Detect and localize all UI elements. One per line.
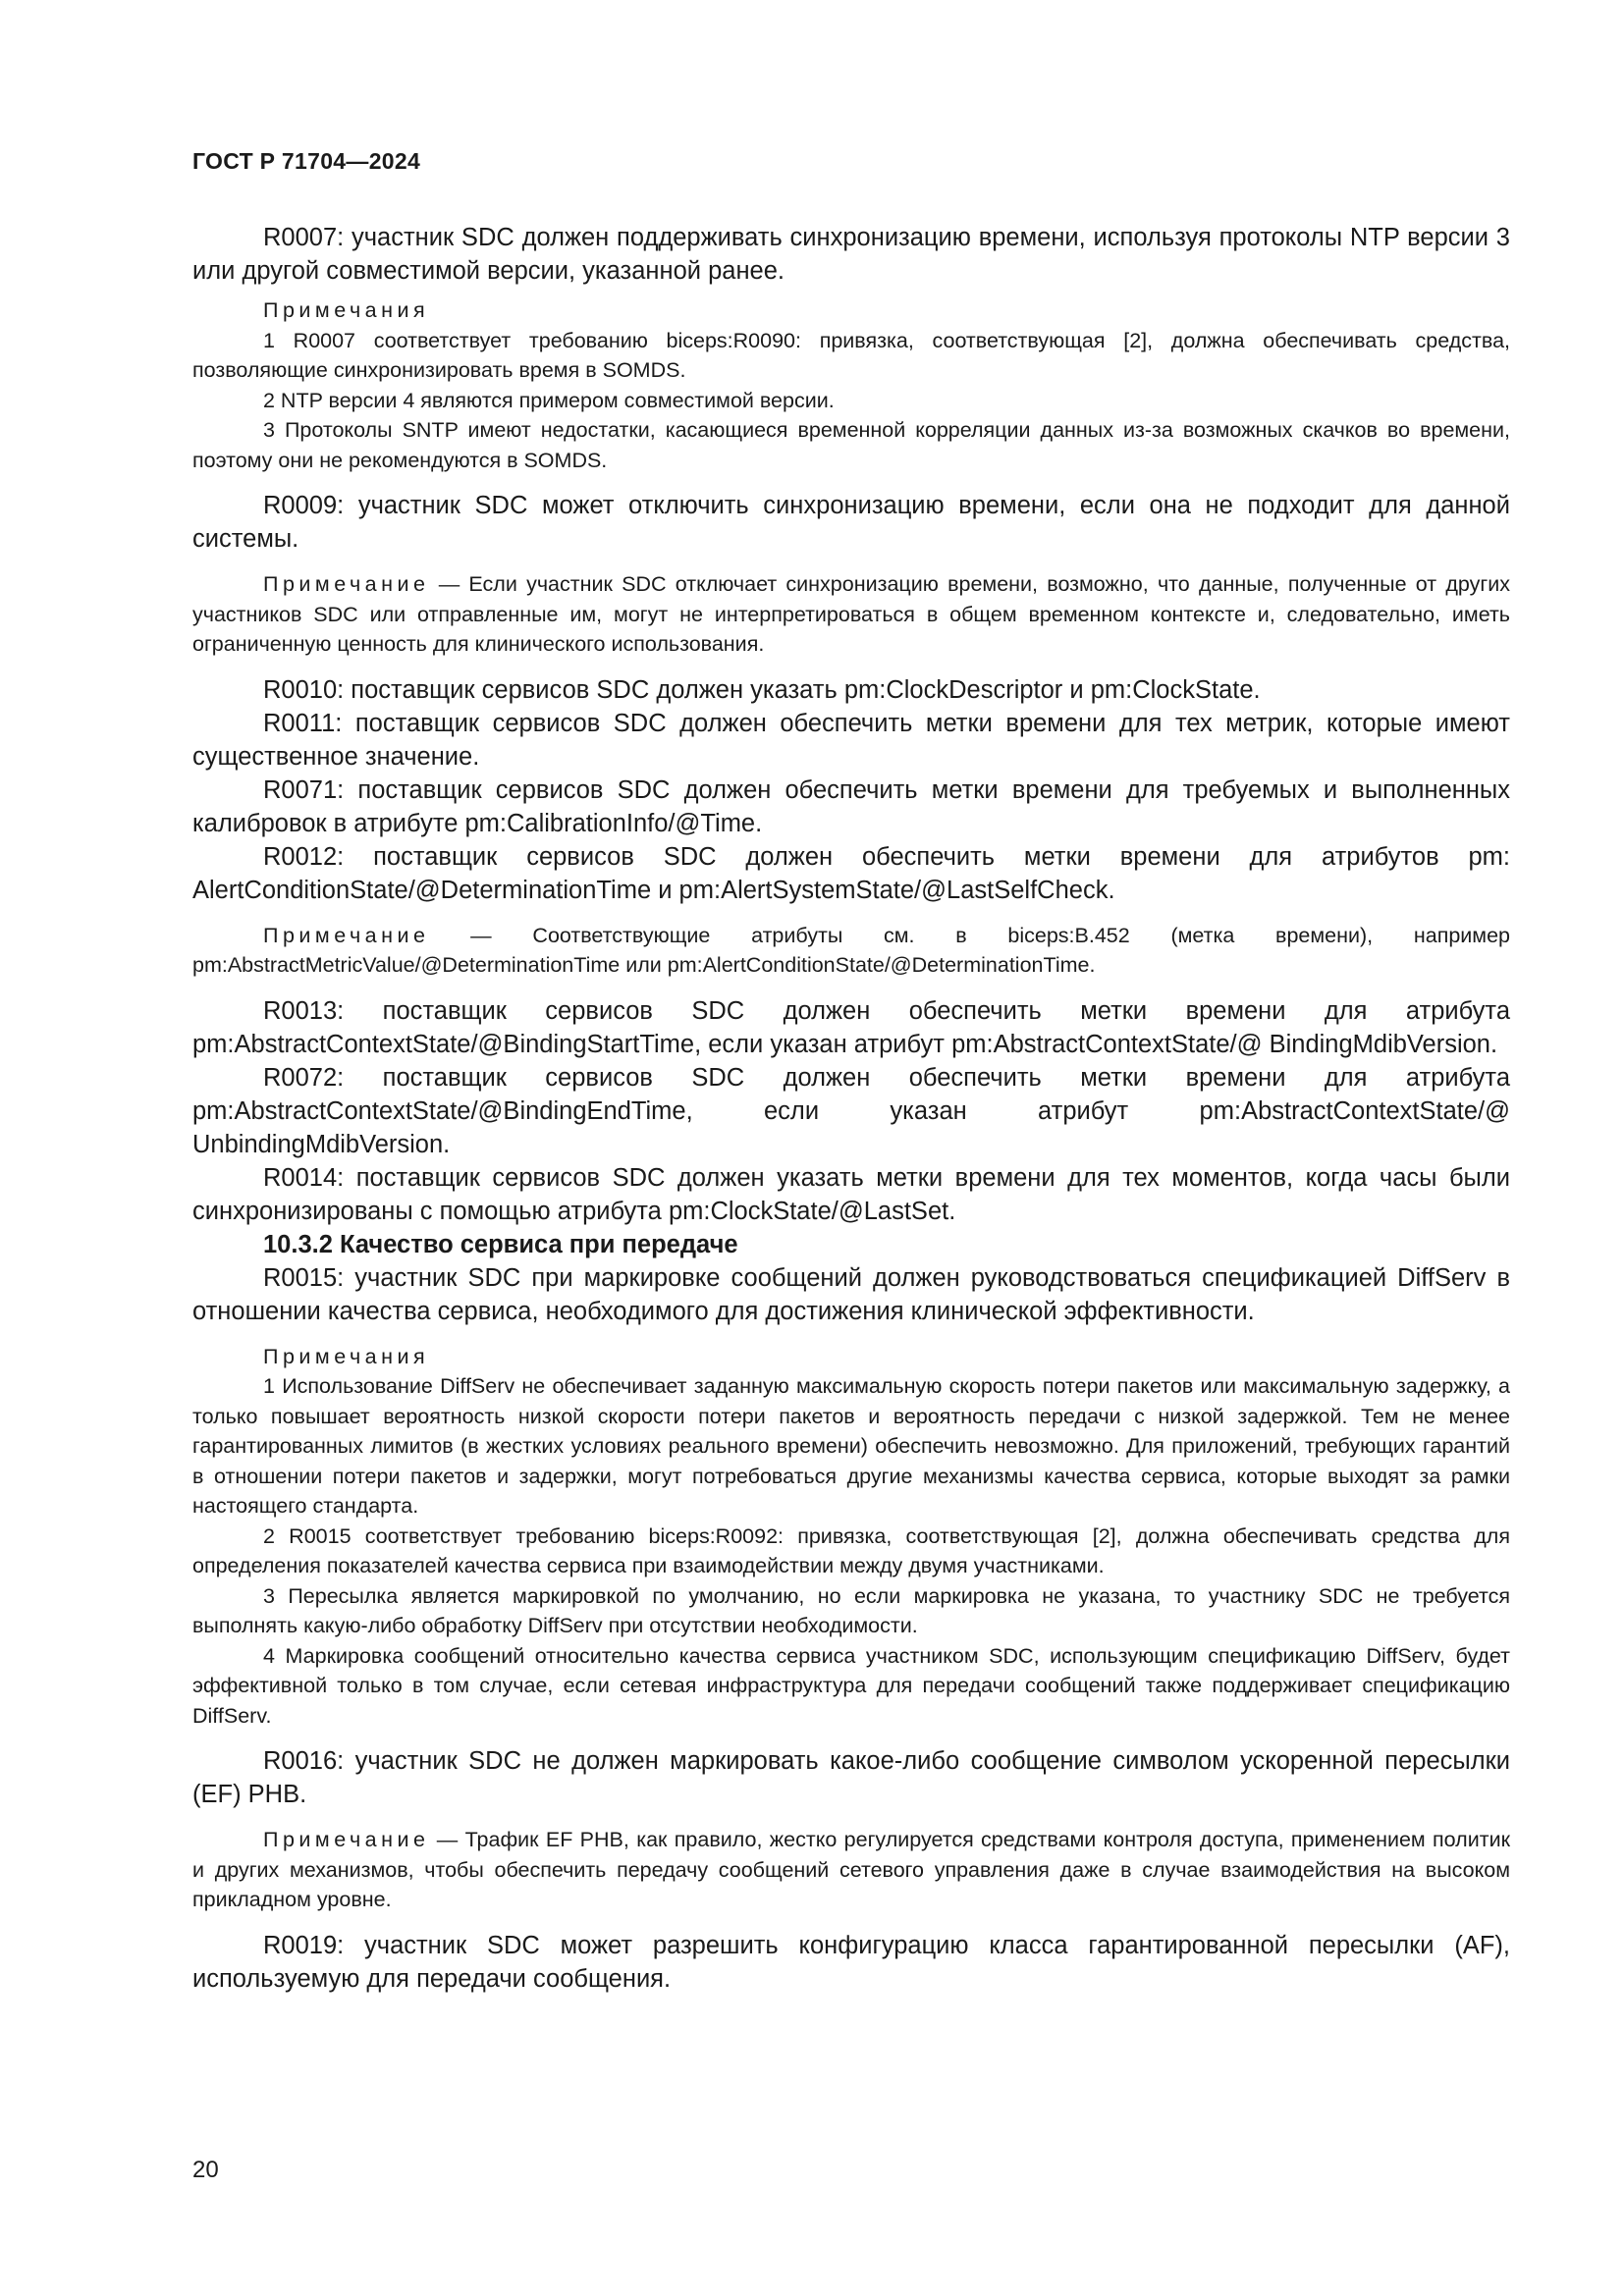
- note-block: [192, 569, 1510, 660]
- requirement-r0071: R0071: поставщик сервисов SDC должен обеспечить метки времени для требуемых и выполненных калибровок в атрибуте pm:CalibrationInfo/@Time.: [192, 775, 1510, 837]
- note-block: [192, 1825, 1510, 1915]
- requirement-r0014: R0014: поставщик сервисов SDC должен указать метки времени для тех моментов, когда часы были синхронизированы с помощью атрибута pm:ClockState/@LastSet.: [192, 1163, 1510, 1225]
- note-item: 3 Пересылка является маркировкой по умолчанию, но если маркировка не указана, то участнику SDC не требуется выполнять какую-либо обработку DiffServ при отсутствии необходимости.: [192, 1583, 1510, 1637]
- note-label: Примечание: [263, 1828, 430, 1851]
- requirement-r0007: R0007: участник SDC должен поддерживать синхронизацию времени, используя протоколы NTP версии 3 или другой совместимой версии, указанной ранее.: [192, 224, 1510, 285]
- notes-heading: Примечания: [263, 298, 430, 322]
- document-header: ГОСТ Р 71704—2024: [192, 148, 421, 174]
- requirement-r0009: R0009: участник SDC может отключить синхронизацию времени, если она не подходит для данной системы.: [192, 492, 1510, 553]
- note-text: — Трафик EF PHB, как правило, жестко регулируется средствами контроля доступа, применением политик и других механизмов, чтобы обеспечить передачу сообщений сетевого управления даже в случае взаимодействия на высоком прикладном уровне.: [192, 1828, 1510, 1911]
- note-text: — Если участник SDC отключает синхронизацию времени, возможно, что данные, полученные от других участников SDC или отправленные им, могут не интерпретироваться в общем временном контексте и, следовательно, иметь ограниченную ценность для клинического использования.: [192, 572, 1510, 656]
- requirement-r0019: R0019: участник SDC может разрешить конфигурацию класса гарантированной пересылки (AF), используемую для передачи сообщения.: [192, 1931, 1510, 1993]
- section-heading: 10.3.2 Качество сервиса при передаче: [263, 1230, 738, 1258]
- note-item: 2 R0015 соответствует требованию biceps:R0092: привязка, соответствующая [2], должна обеспечивать средства для определения показателей качества сервиса при взаимодействии между двумя участниками.: [192, 1523, 1510, 1577]
- notes-heading: Примечания: [263, 1344, 430, 1368]
- note-label: Примечание: [263, 572, 430, 596]
- note-item: 2 NTP версии 4 являются примером совместимой версии.: [263, 388, 835, 412]
- requirement-r0015: R0015: участник SDC при маркировке сообщений должен руководствоваться спецификацией DiffServ в отношении качества сервиса, необходимого для достижения клинической эффективности.: [192, 1263, 1510, 1325]
- page-number: 20: [192, 2157, 219, 2183]
- note-item: 3 Протоколы SNTP имеют недостатки, касающиеся временной корреляции данных из-за возможных скачков во времени, поэтому они не рекомендуются в SOMDS.: [192, 418, 1510, 472]
- requirement-r0012: R0012: поставщик сервисов SDC должен обеспечить метки времени для атрибутов pm: AlertConditionState/@DeterminationTime и pm:AlertSystemState/@LastSelfCheck.: [192, 842, 1510, 904]
- requirement-r0013: R0013: поставщик сервисов SDC должен обеспечить метки времени для атрибута pm:AbstractContextState/@BindingStartTime, если указан атрибут pm:AbstractContextState/@ BindingMdibVersion.: [192, 996, 1510, 1058]
- requirement-r0016: R0016: участник SDC не должен маркировать какое-либо сообщение символом ускоренной пересылки (EF) PHB.: [192, 1747, 1510, 1808]
- note-item: 4 Маркировка сообщений относительно качества сервиса участником SDC, использующим спецификацию DiffServ, будет эффективной только в том случае, если сетевая инфраструктура для передачи сообщений также поддерживает спецификацию DiffServ.: [192, 1643, 1510, 1728]
- note-label: Примечание: [263, 923, 430, 947]
- note-text: — Соответствующие атрибуты см. в biceps:B.452 (метка времени), например pm:AbstractMetricValue/@DeterminationTime или pm:AlertConditionState/@DeterminationTime.: [192, 923, 1510, 977]
- requirement-r0072: R0072: поставщик сервисов SDC должен обеспечить метки времени для атрибута pm:AbstractContextState/@BindingEndTime, если указан атрибут pm:AbstractContextState/@ UnbindingMdibVersion.: [192, 1063, 1510, 1158]
- note-block: [192, 921, 1510, 981]
- page-body: [192, 221, 1510, 1996]
- note-item: 1 Использование DiffServ не обеспечивает заданную максимальную скорость потери пакетов или максимальную задержку, а только повышает вероятность низкой скорости потери пакетов и вероятность передачи с низкой задержкой. Тем не менее гарантированных лимитов (в жестких условиях реального времени) обеспечить невозможно. Для приложений, требующих гарантий в отношении потери пакетов и задержки, могут потребоваться другие механизмы качества сервиса, которые выходят за рамки настоящего стандарта.: [192, 1374, 1510, 1518]
- requirement-r0010: R0010: поставщик сервисов SDC должен указать pm:ClockDescriptor и pm:ClockState.: [263, 675, 1261, 704]
- requirement-r0011: R0011: поставщик сервисов SDC должен обеспечить метки времени для тех метрик, которые имеют существенное значение.: [192, 709, 1510, 771]
- note-item: 1 R0007 соответствует требованию biceps:R0090: привязка, соответствующая [2], должна обеспечивать средства, позволяющие синхронизировать время в SOMDS.: [192, 328, 1510, 382]
